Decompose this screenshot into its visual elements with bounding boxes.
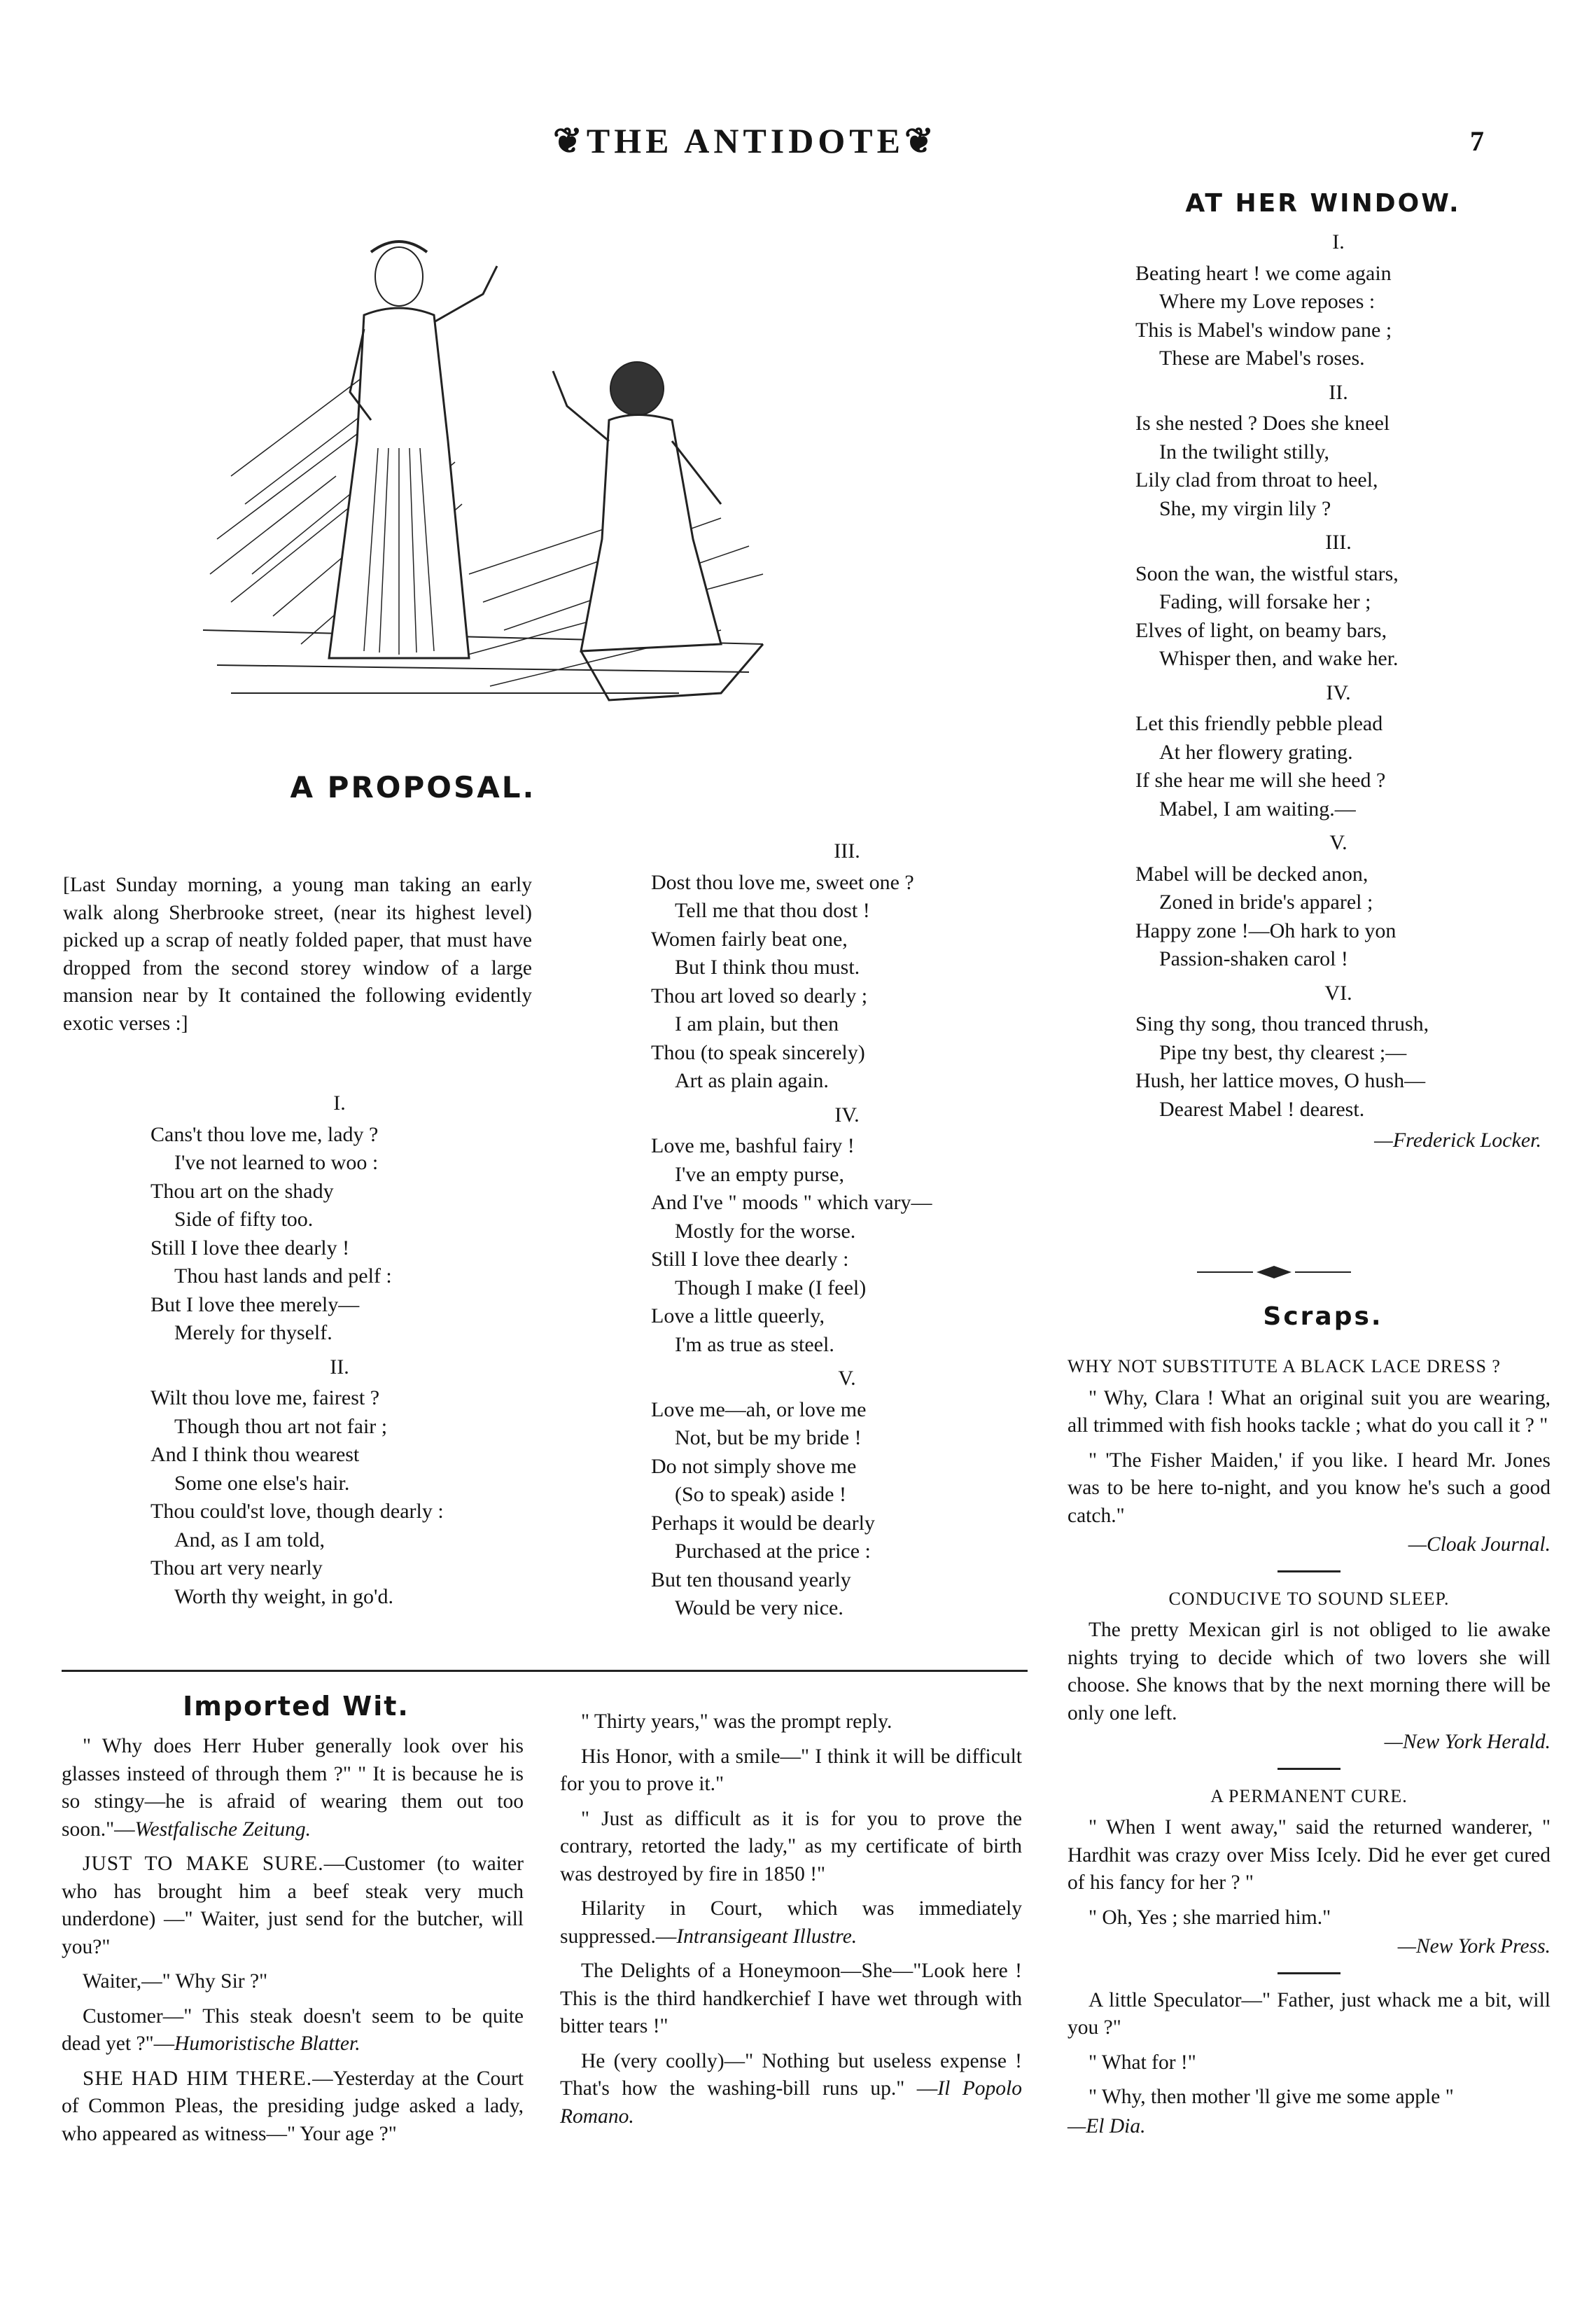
page-number: 7 — [1470, 125, 1484, 157]
verse-line: Not, but be my bride ! — [675, 1426, 862, 1449]
verse-line: Purchased at the price : — [675, 1540, 871, 1563]
wit-source: Il Popolo Romano. — [560, 2077, 1022, 2128]
wit-paragraph — [560, 1708, 1022, 1736]
wit-paragraph — [62, 1968, 524, 1996]
scrap-paragraph: " Why, Clara ! What an original suit you are wearing, all trimmed with fish hooks tackle ; what do you call it ? " — [1068, 1386, 1550, 1437]
section-divider — [62, 1670, 1028, 1672]
wit-lead: SHE HAD HIM THERE. — [83, 2067, 313, 2090]
verse-line: Happy zone !—Oh hark to yon — [1135, 919, 1396, 942]
stanza-number: VI. — [1324, 981, 1352, 1005]
stanza-number: I. — [1332, 230, 1345, 253]
scrap-paragraph: " What for !" — [1088, 2051, 1196, 2074]
verse-line: Would be very nice. — [675, 1596, 844, 1619]
verse-line: These are Mabel's roses. — [1159, 347, 1365, 370]
verse-line: Perhaps it would be dearly — [651, 1511, 875, 1535]
wit-text: —Yesterday at the Court of Common Pleas, the presiding judge asked a lady, who appeared as witness—" Your age ?" — [62, 2067, 524, 2145]
window-poem-title: AT HER WINDOW. — [1185, 189, 1461, 218]
wit-text: —Customer (to waiter who has brought him a beef steak very much underdone) —" Waiter, just send for the butcher, will you?" — [62, 1853, 524, 1958]
wit-text: The Delights of a Honeymoon—She—"Look here ! This is the third handkerchief I have wet through with bitter tears !" — [560, 1960, 1022, 2037]
proposal-stanzas-left — [150, 1084, 528, 1611]
stanza-number: IV. — [1326, 681, 1351, 704]
verse-line: Though thou art not fair ; — [174, 1414, 388, 1438]
window-poem — [1135, 223, 1541, 1155]
verse-line: Fading, will forsake her ; — [1159, 590, 1371, 613]
verse-line: Thou could'st love, though dearly : — [150, 1500, 444, 1523]
wit-text: " Just as difficult as it is for you to prove the contrary, retorted the lady," as my certificate of birth was destroyed by fire in 1850 !" — [560, 1807, 1022, 1885]
scraps-column — [1068, 1353, 1550, 2140]
verse-line: Dearest Mabel ! dearest. — [1159, 1097, 1365, 1121]
verse-line: Still I love thee dearly : — [651, 1248, 849, 1271]
wit-source: Humoristische Blatter. — [174, 2032, 360, 2055]
wit-paragraph — [560, 1743, 1022, 1799]
ornament-divider — [1190, 1262, 1358, 1283]
verse-line: Is she nested ? Does she kneel — [1135, 412, 1390, 435]
wit-text: Hilarity in Court, which was immediately suppressed.— — [560, 1897, 1022, 1948]
verse-line: And, as I am told, — [174, 1528, 325, 1551]
verse-line: Merely for thyself. — [174, 1321, 332, 1344]
stanza-number: I. — [333, 1091, 346, 1115]
verse-line: This is Mabel's window pane ; — [1135, 318, 1392, 342]
wit-paragraph — [62, 2003, 524, 2058]
wit-title: Imported Wit. — [183, 1691, 410, 1722]
stanza-number: III. — [1325, 531, 1352, 554]
wit-paragraph — [62, 1850, 524, 1961]
verse-line: Women fairly beat one, — [651, 927, 848, 951]
scrap-paragraph: The pretty Mexican girl is not obliged to lie awake nights trying to decide which of two lovers she will choose. She knows that by the next morning there will be only one left. — [1068, 1619, 1550, 1724]
verse-line: Though I make (I feel) — [675, 1276, 867, 1299]
wit-paragraph — [560, 2048, 1022, 2131]
verse-line: Love me—ah, or love me — [651, 1397, 867, 1421]
scrap-paragraph: A little Speculator—" Father, just whack me a bit, will you ?" — [1068, 1988, 1550, 2039]
scrap-source: —New York Press. — [1397, 1935, 1550, 1958]
verse-line: But I think thou must. — [675, 956, 860, 979]
verse-line: And I think thou wearest — [150, 1443, 360, 1466]
verse-line: Dost thou love me, sweet one ? — [651, 870, 914, 894]
verse-line: Mabel, I am waiting.— — [1159, 797, 1356, 821]
verse-line: Thou (to speak sincerely) — [651, 1040, 865, 1064]
verse-line: I've an empty purse, — [675, 1162, 844, 1186]
verse-line: I am plain, but then — [675, 1012, 839, 1035]
verse-line: And I've " moods " which vary— — [651, 1191, 932, 1214]
verse-line: But ten thousand yearly — [651, 1568, 851, 1591]
wit-text: " Thirty years," was the prompt reply. — [581, 1710, 892, 1733]
wit-source: Westfalische Zeitung. — [134, 1818, 311, 1841]
stanza-number: III. — [834, 839, 860, 863]
poem-attribution: —Frederick Locker. — [1374, 1129, 1541, 1152]
verse-line: Thou art very nearly — [150, 1556, 323, 1579]
scrap-paragraph: " When I went away," said the returned wanderer, " Hardhit was crazy over Miss Icely. Did he ever get cured of his fancy for her ? " — [1068, 1816, 1550, 1894]
masthead: ❦THE ANTIDOTE❦ — [553, 121, 938, 160]
scrap-paragraph: " Oh, Yes ; she married him." — [1088, 1906, 1331, 1929]
verse-line: Soon the wan, the wistful stars, — [1135, 561, 1399, 585]
wit-column-2 — [560, 1708, 1022, 2137]
scrap-source: —Cloak Journal. — [1408, 1533, 1550, 1556]
scrap-source: —El Dia. — [1068, 2114, 1146, 2137]
verse-line: Worth thy weight, in go'd. — [174, 1584, 393, 1608]
verse-line: Still I love thee dearly ! — [150, 1236, 350, 1260]
scrap-heading: WHY NOT SUBSTITUTE A BLACK LACE DRESS ? — [1068, 1356, 1501, 1376]
verse-line: I've not learned to woo : — [174, 1151, 379, 1174]
verse-line: She, my virgin lily ? — [1159, 496, 1331, 520]
wit-text: His Honor, with a smile—" I think it will be difficult for you to prove it." — [560, 1745, 1022, 1795]
stanza-number: IV. — [834, 1103, 860, 1126]
verse-line: Beating heart ! we come again — [1135, 261, 1392, 285]
verse-line: Wilt thou love me, fairest ? — [150, 1386, 380, 1409]
scrap-paragraph: " Why, then mother 'll give me some apple " — [1088, 2086, 1454, 2108]
verse-line: Thou art loved so dearly ; — [651, 984, 868, 1007]
verse-line: But I love thee merely— — [150, 1292, 360, 1316]
proposal-illustration — [189, 210, 805, 714]
verse-line: Whisper then, and wake her. — [1159, 647, 1399, 670]
wit-text: He (very coolly)—" Nothing but useless expense ! That's how the washing-bill runs up." — — [560, 2049, 1022, 2100]
verse-line: Sing thy song, thou tranced thrush, — [1135, 1012, 1429, 1035]
stanza-number: II. — [1329, 380, 1348, 404]
scraps-title: Scraps. — [1263, 1302, 1383, 1331]
verse-line: Cans't thou love me, lady ? — [150, 1122, 379, 1146]
verse-line: Lily clad from throat to heel, — [1135, 468, 1378, 491]
verse-line: Elves of light, on beamy bars, — [1135, 618, 1387, 642]
verse-line: Mostly for the worse. — [675, 1219, 856, 1243]
verse-line: In the twilight stilly, — [1159, 440, 1330, 463]
verse-line: Let this friendly pebble plead — [1135, 712, 1383, 735]
wit-paragraph — [62, 1733, 524, 1843]
wit-text: Customer—" This steak doesn't seem to be quite dead yet ?"— — [62, 2004, 524, 2055]
proposal-title: A PROPOSAL. — [290, 770, 536, 804]
wit-source: Intransigeant Illustre. — [676, 1925, 858, 1948]
verse-line: Hush, her lattice moves, O hush— — [1135, 1069, 1426, 1092]
wit-paragraph — [560, 1806, 1022, 1889]
verse-line: Do not simply shove me — [651, 1454, 857, 1478]
verse-line: Side of fifty too. — [174, 1208, 314, 1231]
stanza-number: II. — [330, 1355, 349, 1379]
wit-lead: JUST TO MAKE SURE. — [83, 1853, 324, 1875]
scrap-source: —New York Herald. — [1384, 1731, 1550, 1753]
wit-paragraph — [560, 1958, 1022, 2041]
verse-line: If she hear me will she heed ? — [1135, 769, 1386, 792]
verse-line: Love a little queerly, — [651, 1304, 825, 1327]
verse-line: (So to speak) aside ! — [675, 1483, 846, 1506]
verse-line: Where my Love reposes : — [1159, 290, 1376, 313]
verse-line: Love me, bashful fairy ! — [651, 1134, 855, 1157]
proposal-intro-text: [Last Sunday morning, a young man taking an early walk along Sherbrooke street, (near its highest level) picked up a scrap of neatly folded paper, that must have dropped from the second storey window of a large mansion near by It contained the following evidently exotic verses :] — [63, 874, 532, 1035]
verse-line: Tell me that thou dost ! — [675, 899, 870, 922]
verse-line: Art as plain again. — [675, 1069, 829, 1092]
scrap-divider — [1278, 1570, 1340, 1572]
wit-text: " Why does Herr Huber generally look over his glasses insteed of through them ?" " It is because he is so stingy—he is afraid of wearing them out too soon."— — [62, 1735, 524, 1841]
verse-line: Zoned in bride's apparel ; — [1159, 891, 1373, 914]
wit-text: Waiter,—" Why Sir ?" — [83, 1970, 268, 1993]
verse-line: Thou hast lands and pelf : — [174, 1264, 392, 1288]
proposal-stanzas-right — [651, 832, 1043, 1623]
verse-line: I'm as true as steel. — [675, 1332, 834, 1356]
stanza-number: V. — [1329, 831, 1348, 854]
verse-line: Mabel will be decked anon, — [1135, 862, 1368, 886]
scrap-divider — [1278, 1972, 1340, 1974]
proposal-intro — [63, 872, 532, 1045]
wit-paragraph — [560, 1895, 1022, 1951]
scrap-paragraph: " 'The Fisher Maiden,' if you like. I heard Mr. Jones was to be here to-night, and you know he's such a good catch." — [1068, 1449, 1550, 1527]
wit-column-1 — [62, 1733, 524, 2155]
scrap-heading: CONDUCIVE TO SOUND SLEEP. — [1168, 1588, 1450, 1609]
verse-line: At her flowery grating. — [1159, 740, 1353, 764]
verse-line: Some one else's hair. — [174, 1471, 350, 1495]
verse-line: Passion-shaken carol ! — [1159, 947, 1348, 970]
verse-line: Thou art on the shady — [150, 1179, 334, 1203]
wit-paragraph — [62, 2065, 524, 2149]
verse-line: Pipe tny best, thy clearest ;— — [1159, 1040, 1407, 1064]
stanza-number: V. — [838, 1367, 856, 1390]
scrap-heading: A PERMANENT CURE. — [1210, 1785, 1408, 1806]
scrap-divider — [1278, 1768, 1340, 1770]
